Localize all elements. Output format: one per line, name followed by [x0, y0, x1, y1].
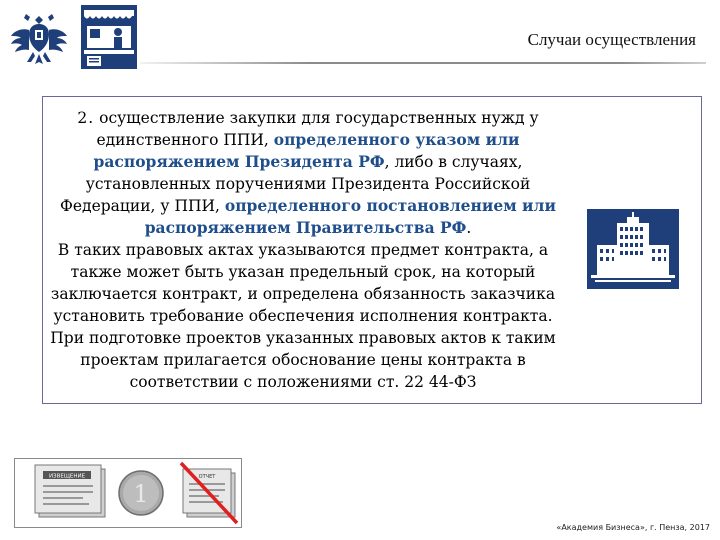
- crossed-report-label: ОТЧЕТ: [198, 474, 216, 480]
- double-headed-eagle-icon: [6, 6, 72, 72]
- item-text-part1: осуществление закупки для государственных нужд у единственного ППИ,: [96, 109, 539, 149]
- footer-credit: «Академия Бизнеса», г. Пенза, 2017: [556, 523, 710, 532]
- slide-title: Случаи осуществления: [527, 30, 696, 49]
- item-highlight-government: определенного постановлением или распоряжением Правительства РФ: [144, 196, 556, 237]
- illustration-svg: [15, 459, 241, 527]
- item-paragraph: [53, 107, 563, 239]
- item-highlight-president: определенного указом или распоряжением Президента РФ: [93, 130, 520, 171]
- kiosk-icon: [80, 4, 138, 70]
- illustration-box: [14, 458, 242, 528]
- government-building-icon: [587, 209, 679, 289]
- legal-acts-paragraph: В таких правовых актах указываются предмет контракта, а также может быть указан предельный срок, на который заключается контракт, и определена обязанность заказчика установить требование обеспечения исполнения контракта. При подготовке проектов указанных правовых актов к таким проектам прилагается обоснование цены контракта в соответствии с положениями ст. 22 44-ФЗ: [50, 241, 556, 391]
- item-text-part2: , либо в случаях, установленных поручениями Президента Российской Федерации, у ППИ,: [60, 153, 531, 215]
- item-number: 2.: [77, 109, 95, 127]
- coin-value: 1: [133, 480, 149, 508]
- title-divider: [140, 62, 706, 64]
- notice-label: ИЗВЕЩЕНИЕ: [48, 473, 86, 480]
- content-box: [42, 96, 702, 404]
- text-column: [43, 107, 563, 393]
- item-text-part3: .: [466, 219, 472, 237]
